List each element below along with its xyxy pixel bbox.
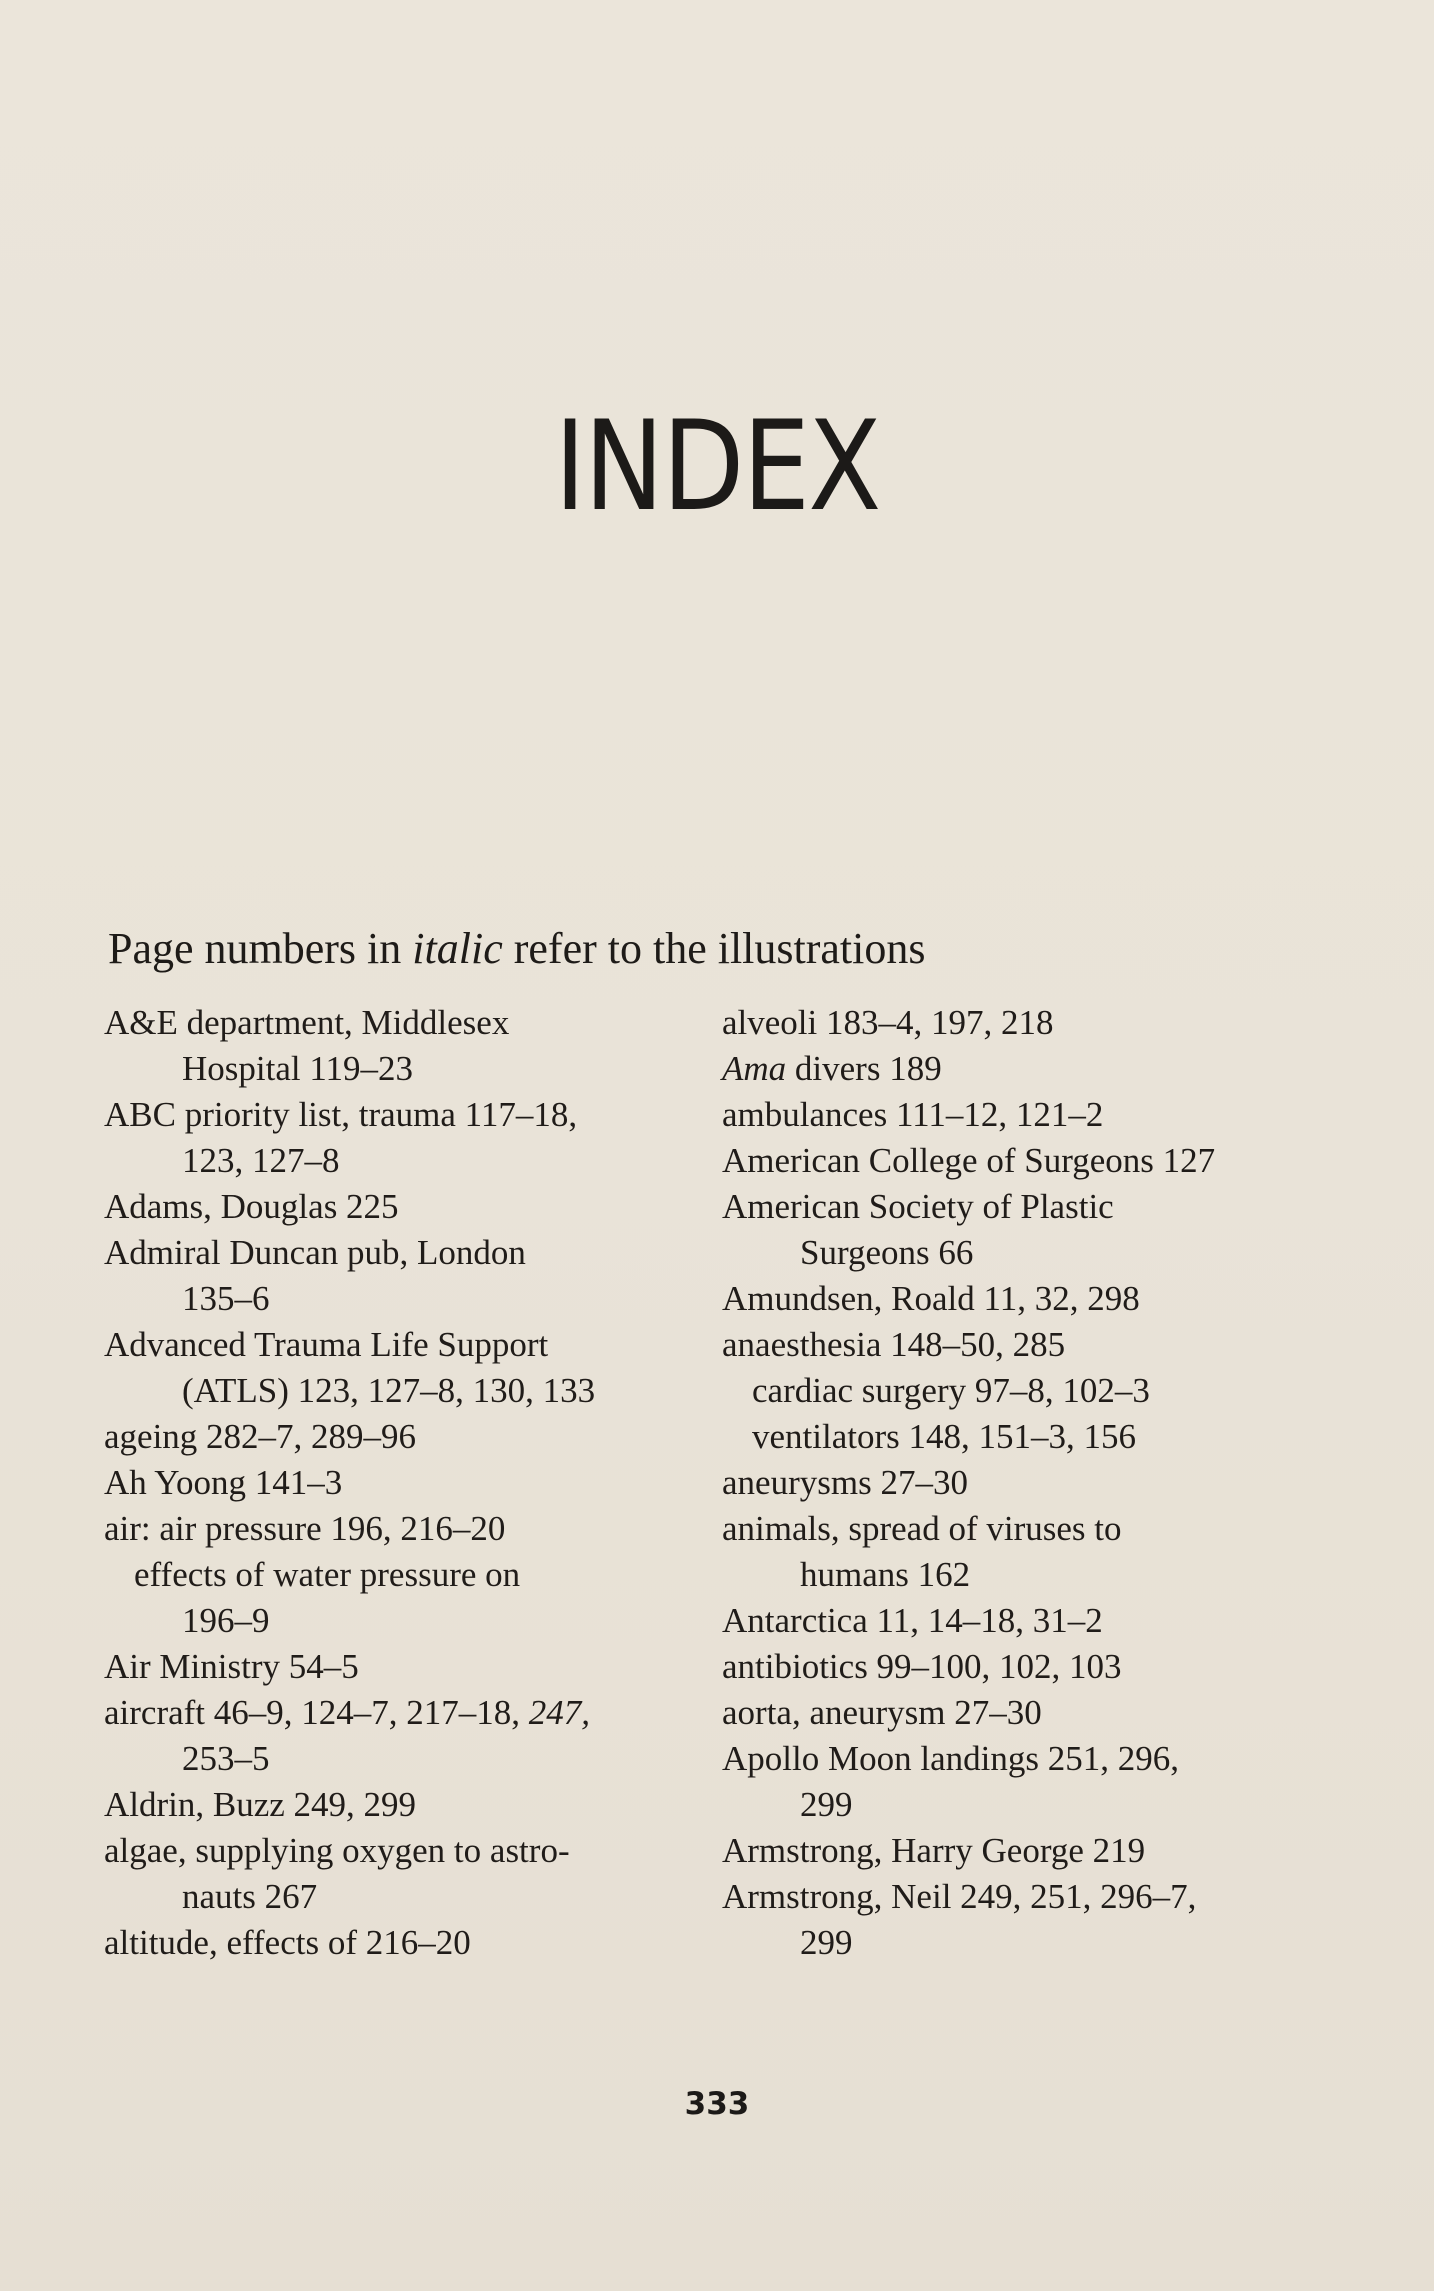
entry-text: ambulances 111–12, 121–2 <box>722 1095 1104 1134</box>
entry-continuation <box>722 1230 1342 1276</box>
entry-line <box>722 1736 1342 1782</box>
entry-line <box>722 1874 1342 1920</box>
entry-continuation <box>104 1138 704 1184</box>
entry-line <box>722 1460 1342 1506</box>
index-entry <box>722 1644 1342 1690</box>
index-entry <box>104 1230 704 1322</box>
index-entry <box>722 1874 1342 1966</box>
index-entry <box>104 1828 704 1920</box>
entry-text: aneurysms 27–30 <box>722 1463 968 1502</box>
entry-line <box>104 1506 704 1552</box>
entry-text: humans 162 <box>800 1555 971 1594</box>
entry-text: altitude, effects of 216–20 <box>104 1923 471 1962</box>
entry-text: Surgeons 66 <box>800 1233 974 1272</box>
entry-continuation <box>722 1552 1342 1598</box>
entry-continuation <box>722 1782 1342 1828</box>
entry-line <box>722 1506 1342 1552</box>
note-italic-word: italic <box>412 924 503 973</box>
index-entry <box>722 1000 1342 1046</box>
entry-line <box>104 1782 704 1828</box>
entry-text: cardiac surgery 97–8, 102–3 <box>752 1371 1150 1410</box>
entry-continuation <box>104 1368 704 1414</box>
entry-line <box>104 1460 704 1506</box>
index-entry <box>104 1092 704 1184</box>
entry-text: Armstrong, Neil 249, 251, 296–7, <box>722 1877 1197 1916</box>
entry-text: Adams, Douglas 225 <box>104 1187 399 1226</box>
entry-line <box>104 1920 704 1966</box>
index-entry <box>722 1138 1342 1184</box>
entry-text: algae, supplying oxygen to astro- <box>104 1831 570 1870</box>
index-column-left <box>104 1000 704 1966</box>
entry-text: ageing 282–7, 289–96 <box>104 1417 417 1456</box>
index-subentry <box>104 1552 704 1644</box>
index-entry <box>722 1184 1342 1276</box>
index-entry <box>722 1828 1342 1874</box>
entry-text: animals, spread of viruses to <box>722 1509 1122 1548</box>
entry-line <box>722 1138 1342 1184</box>
entry-continuation <box>104 1046 704 1092</box>
entry-line <box>722 1690 1342 1736</box>
index-entry <box>104 1920 704 1966</box>
entry-continuation <box>722 1920 1342 1966</box>
index-entry <box>722 1506 1342 1598</box>
entry-text: Armstrong, Harry George 219 <box>722 1831 1146 1870</box>
index-column-right <box>722 1000 1342 1966</box>
entry-text: Hospital 119–23 <box>182 1049 414 1088</box>
index-entry <box>104 1782 704 1828</box>
entry-line <box>104 1230 704 1276</box>
entry-text: aircraft 46–9, 124–7, 217–18, <box>104 1693 529 1732</box>
entry-line <box>104 1000 704 1046</box>
entry-text: effects of water pressure on <box>134 1555 521 1594</box>
entry-line <box>722 1092 1342 1138</box>
entry-text: ABC priority list, trauma 117–18, <box>104 1095 578 1134</box>
entry-text: 253–5 <box>182 1739 270 1778</box>
entry-text: 135–6 <box>182 1279 270 1318</box>
entry-line <box>722 1598 1342 1644</box>
entry-text: A&E department, Middlesex <box>104 1003 510 1042</box>
entry-text: alveoli 183–4, 197, 218 <box>722 1003 1054 1042</box>
index-entry <box>722 1736 1342 1828</box>
entry-text: air: air pressure 196, 216–20 <box>104 1509 506 1548</box>
entry-text: 123, 127–8 <box>182 1141 340 1180</box>
entry-text: Ah Yoong 141–3 <box>104 1463 343 1502</box>
entry-line <box>104 1828 704 1874</box>
entry-text: Advanced Trauma Life Support <box>104 1325 549 1364</box>
index-entry <box>104 1690 704 1782</box>
entry-continuation <box>104 1736 704 1782</box>
entry-text: 299 <box>800 1923 853 1962</box>
index-entry <box>104 1414 704 1460</box>
index-entry <box>104 1644 704 1690</box>
entry-text: Aldrin, Buzz 249, 299 <box>104 1785 417 1824</box>
index-entry <box>104 1322 704 1414</box>
entry-line <box>104 1092 704 1138</box>
entry-line <box>722 1000 1342 1046</box>
index-entry <box>722 1690 1342 1736</box>
entry-text: Admiral Duncan pub, London <box>104 1233 526 1272</box>
entry-line <box>722 1644 1342 1690</box>
index-entry <box>104 1460 704 1506</box>
entry-line <box>722 1046 1342 1092</box>
entry-italic-page: 247, <box>528 1693 591 1732</box>
entry-line <box>104 1690 704 1736</box>
entry-line <box>722 1414 1342 1460</box>
entry-line <box>722 1368 1342 1414</box>
entry-text: Antarctica 11, 14–18, 31–2 <box>722 1601 1103 1640</box>
page-number: 333 <box>684 2086 750 2122</box>
entry-text: divers 189 <box>786 1049 942 1088</box>
entry-line <box>104 1644 704 1690</box>
entry-text: nauts 267 <box>182 1877 318 1916</box>
entry-text: 196–9 <box>182 1601 270 1640</box>
index-entry <box>722 1046 1342 1092</box>
index-entry <box>104 1000 704 1092</box>
index-subentry <box>722 1414 1342 1460</box>
entry-line <box>104 1414 704 1460</box>
note-prefix: Page numbers in <box>108 924 413 973</box>
entry-line <box>722 1276 1342 1322</box>
entry-text: Air Ministry 54–5 <box>104 1647 359 1686</box>
entry-line <box>722 1322 1342 1368</box>
entry-text: anaesthesia 148–50, 285 <box>722 1325 1066 1364</box>
entry-continuation <box>104 1276 704 1322</box>
index-entry <box>722 1322 1342 1368</box>
entry-text: aorta, aneurysm 27–30 <box>722 1693 1042 1732</box>
index-entry <box>722 1460 1342 1506</box>
index-subentry <box>722 1368 1342 1414</box>
page-title: INDEX <box>554 395 880 539</box>
entry-line <box>104 1552 704 1598</box>
entry-text: Apollo Moon landings 251, 296, <box>722 1739 1179 1778</box>
entry-text: American College of Surgeons 127 <box>722 1141 1216 1180</box>
entry-line <box>104 1184 704 1230</box>
index-entry <box>722 1092 1342 1138</box>
entry-text: ventilators 148, 151–3, 156 <box>752 1417 1136 1456</box>
entry-text: American Society of Plastic <box>722 1187 1114 1226</box>
index-entry <box>722 1598 1342 1644</box>
entry-line <box>722 1184 1342 1230</box>
note-suffix: refer to the illustrations <box>502 924 926 973</box>
entry-text: (ATLS) 123, 127–8, 130, 133 <box>182 1371 596 1410</box>
italic-note <box>108 925 926 973</box>
entry-line <box>722 1828 1342 1874</box>
entry-text: 299 <box>800 1785 853 1824</box>
index-entry <box>104 1506 704 1552</box>
entry-line <box>104 1322 704 1368</box>
index-entry <box>722 1276 1342 1322</box>
entry-text: Amundsen, Roald 11, 32, 298 <box>722 1279 1140 1318</box>
entry-italic-term: Ama <box>722 1049 787 1088</box>
entry-continuation <box>104 1874 704 1920</box>
entry-text: antibiotics 99–100, 102, 103 <box>722 1647 1122 1686</box>
entry-continuation <box>104 1598 704 1644</box>
index-entry <box>104 1184 704 1230</box>
